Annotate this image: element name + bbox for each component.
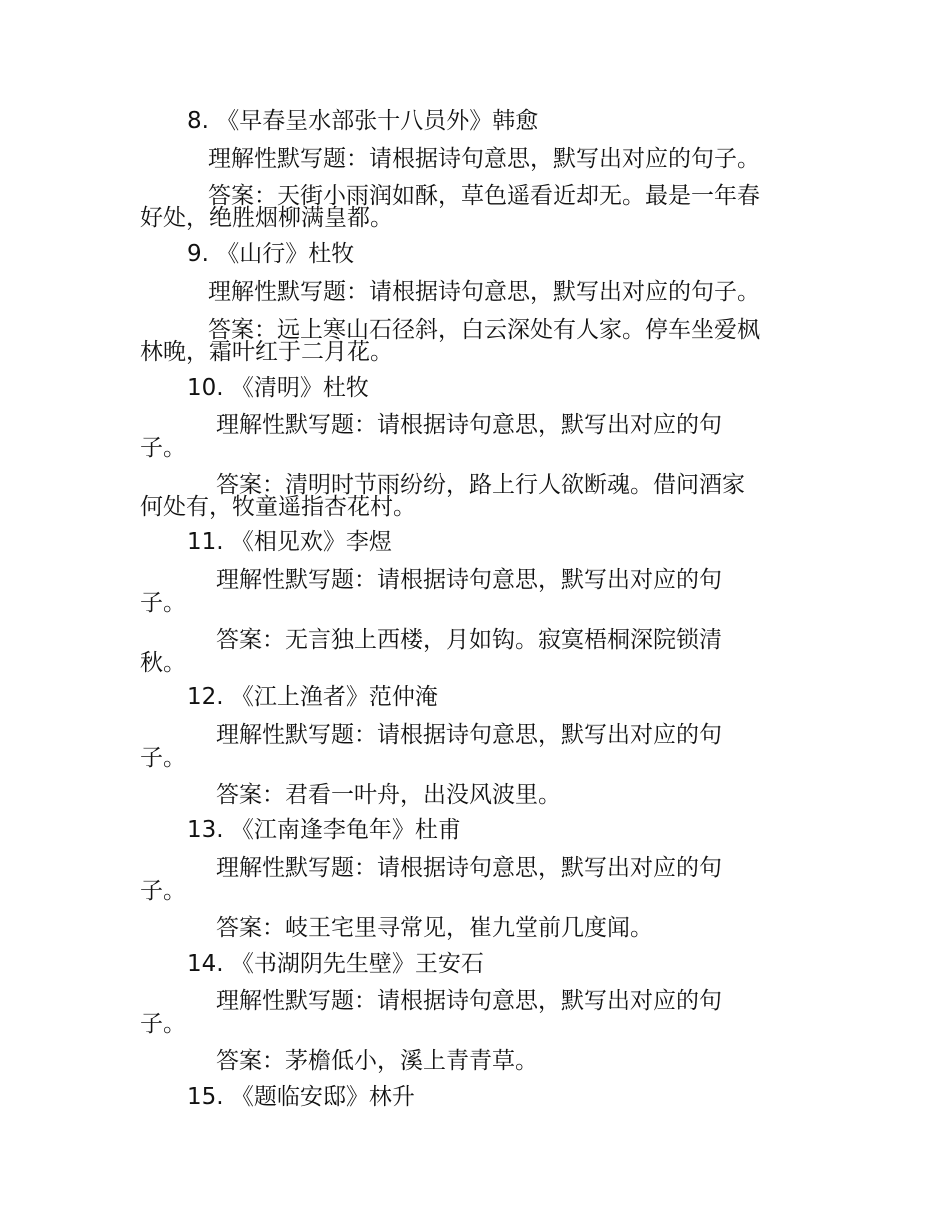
item-11-title: 11. 《相见欢》李煜 [187, 529, 392, 555]
item-10-answer-line2: 何处有，牧童遥指杏花村。 [140, 494, 416, 520]
item-12-answer: 答案：君看一叶舟，出没风波里。 [216, 782, 561, 808]
item-13-question-line1: 理解性默写题：请根据诗句意思，默写出对应的句 [216, 855, 722, 881]
item-8-title: 8. 《早春呈水部张十八员外》韩愈 [187, 108, 539, 134]
item-11-answer-line1: 答案：无言独上西楼，月如钩。寂寞梧桐深院锁清 [216, 627, 722, 653]
item-10-answer-line1: 答案：清明时节雨纷纷，路上行人欲断魂。借问酒家 [216, 472, 745, 498]
item-9-answer-line1: 答案：远上寒山石径斜，白云深处有人家。停车坐爱枫 [208, 317, 760, 343]
item-11-question-line1: 理解性默写题：请根据诗句意思，默写出对应的句 [216, 567, 722, 593]
item-8-answer-line1: 答案：天街小雨润如酥，草色遥看近却无。最是一年春 [208, 183, 760, 209]
item-11-question-line2: 子。 [140, 590, 186, 616]
item-9-title: 9. 《山行》杜牧 [187, 241, 355, 267]
item-14-question-line2: 子。 [140, 1011, 186, 1037]
item-10-question-line1: 理解性默写题：请根据诗句意思，默写出对应的句 [216, 412, 722, 438]
item-9-question: 理解性默写题：请根据诗句意思，默写出对应的句子。 [208, 279, 760, 305]
item-8-answer-line2: 好处，绝胜烟柳满皇都。 [140, 205, 393, 231]
item-10-title: 10. 《清明》杜牧 [187, 375, 369, 401]
item-12-title: 12. 《江上渔者》范仲淹 [187, 684, 438, 710]
item-8-question: 理解性默写题：请根据诗句意思，默写出对应的句子。 [208, 146, 760, 172]
item-15-title: 15. 《题临安邸》林升 [187, 1084, 415, 1110]
item-14-question-line1: 理解性默写题：请根据诗句意思，默写出对应的句 [216, 988, 722, 1014]
item-10-question-line2: 子。 [140, 435, 186, 461]
item-14-title: 14. 《书湖阴先生壁》王安石 [187, 951, 484, 977]
item-12-question-line2: 子。 [140, 745, 186, 771]
item-11-answer-line2: 秋。 [140, 650, 186, 676]
item-13-answer: 答案：岐王宅里寻常见，崔九堂前几度闻。 [216, 915, 653, 941]
item-12-question-line1: 理解性默写题：请根据诗句意思，默写出对应的句 [216, 722, 722, 748]
item-14-answer: 答案：茅檐低小，溪上青青草。 [216, 1048, 538, 1074]
item-13-question-line2: 子。 [140, 878, 186, 904]
item-13-title: 13. 《江南逢李龟年》杜甫 [187, 817, 461, 843]
item-9-answer-line2: 林晚，霜叶红于二月花。 [140, 339, 393, 365]
